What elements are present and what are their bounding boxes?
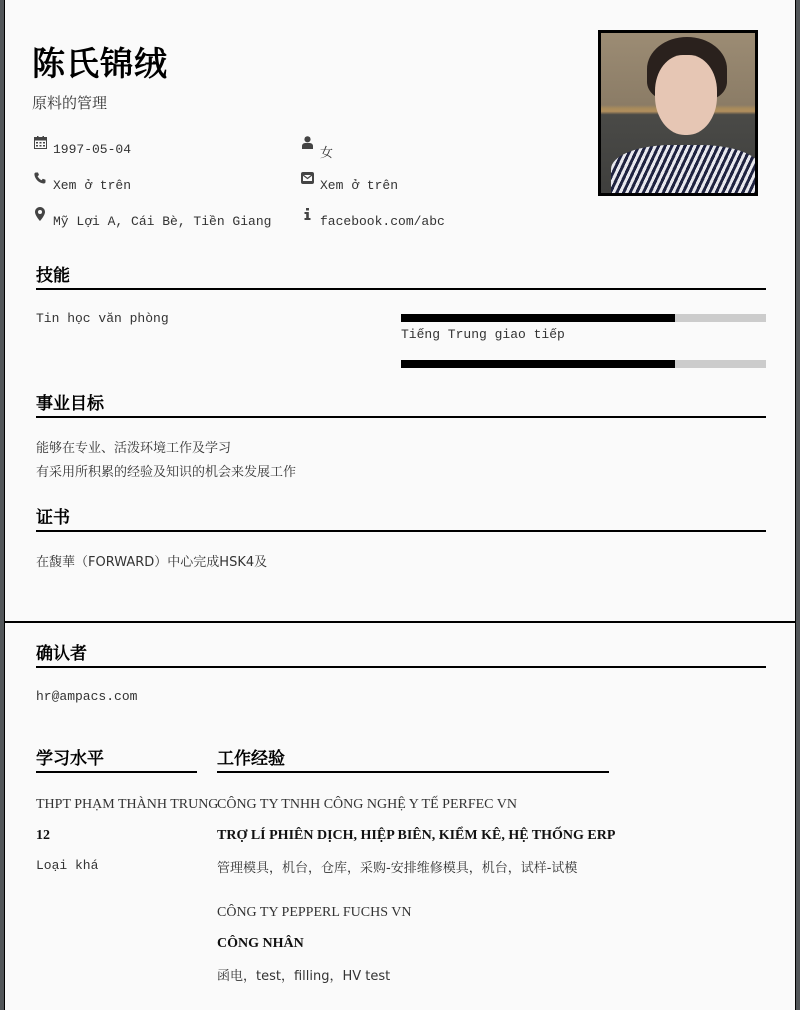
certificate-item: 在馥華（FORWARD）中心完成HSK4及 <box>36 555 268 570</box>
skill-1-label: Tin học văn phòng <box>36 311 169 326</box>
job-2-description: 函电，test，filling，HV test <box>217 969 391 984</box>
skills-title: 技能 <box>36 266 70 286</box>
education-school: THPT PHẠM THÀNH TRUNG <box>36 797 219 812</box>
candidate-name: 陈氏锦绒 <box>32 44 168 83</box>
calendar-icon <box>33 135 47 149</box>
email-value: Xem ở trên <box>320 178 399 193</box>
skill-2-bar-fill <box>401 360 675 368</box>
skill-1-bar <box>401 314 766 322</box>
experience-rule <box>217 771 609 773</box>
job-1-company: CÔNG TY TNHH CÔNG NGHỆ Y TẾ PERFEC VN <box>217 797 517 812</box>
objective-rule <box>36 416 766 418</box>
photo-face <box>655 55 717 135</box>
skills-rule <box>36 288 766 290</box>
profile-photo <box>598 30 758 196</box>
education-rule <box>36 771 197 773</box>
certificates-title: 证书 <box>36 508 70 528</box>
skill-2-bar <box>401 360 766 368</box>
address-value: Mỹ Lợi A, Cái Bè, Tiền Giang <box>53 214 272 229</box>
reference-email: hr@ampacs.com <box>36 689 138 704</box>
resume-page-2 <box>4 623 796 1010</box>
website-value: facebook.com/abc <box>320 214 445 229</box>
envelope-icon <box>300 171 314 185</box>
education-title: 学习水平 <box>36 749 104 769</box>
job-title: 原料的管理 <box>32 94 108 112</box>
education-grade: 12 <box>36 828 50 843</box>
gender-value: 女 <box>320 146 334 161</box>
education-rank: Loại khá <box>36 858 99 873</box>
skill-2-label: Tiếng Trung giao tiếp <box>401 327 565 342</box>
job-2-company: CÔNG TY PEPPERL FUCHS VN <box>217 905 412 920</box>
experience-title: 工作经验 <box>217 749 285 769</box>
references-title: 确认者 <box>36 644 87 664</box>
job-1-description: 管理模具，机台，仓库，采购-安排维修模具，机台，试样-试模 <box>217 861 578 876</box>
info-icon <box>300 207 314 221</box>
skill-1-bar-fill <box>401 314 675 322</box>
certificates-rule <box>36 530 766 532</box>
objective-line-2: 有采用所积累的经验及知识的机会来发展工作 <box>36 465 297 480</box>
photo-shirt <box>611 145 758 196</box>
user-icon <box>300 135 314 149</box>
phone-value: Xem ở trên <box>53 178 132 193</box>
objective-line-1: 能够在专业、活泼环境工作及学习 <box>36 441 232 456</box>
references-rule <box>36 666 766 668</box>
job-1-position: TRỢ LÍ PHIÊN DỊCH, HIỆP BIÊN, KIỂM KÊ, HỆ THỐNG ERP <box>217 828 616 843</box>
map-marker-icon <box>33 207 47 221</box>
objective-title: 事业目标 <box>36 394 104 414</box>
birthdate-value: 1997-05-04 <box>53 142 132 157</box>
job-2-position: CÔNG NHÂN <box>217 936 304 951</box>
phone-icon <box>33 171 47 185</box>
resume-page-1 <box>4 0 796 621</box>
